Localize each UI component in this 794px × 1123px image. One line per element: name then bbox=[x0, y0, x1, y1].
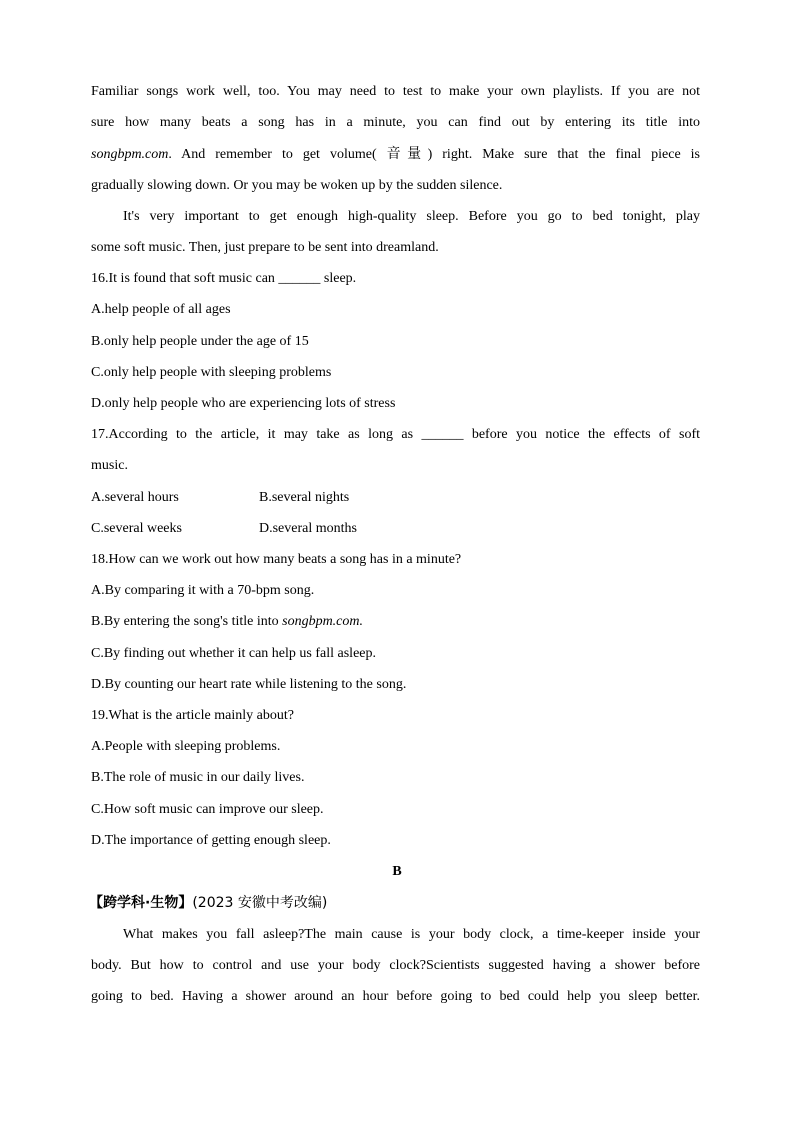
question-18-option-a: A.By comparing it with a 70-bpm song. bbox=[91, 583, 315, 598]
passage-b-line-1: What makes you fall asleep?The main cause is your body clock, a time-keeper inside your bbox=[123, 927, 700, 942]
question-19-option-b: B.The role of music in our daily lives. bbox=[91, 770, 305, 785]
question-18-option-b-text: B.By entering the song's title into bbox=[91, 614, 283, 629]
question-19-stem: 19.What is the article mainly about? bbox=[91, 708, 294, 723]
passage-a-line-4: gradually slowing down. Or you may be woken up by the sudden silence. bbox=[91, 178, 503, 193]
passage-a-line-3-text: . And remember to get volume( bbox=[168, 147, 387, 162]
question-16-option-b: B.only help people under the age of 15 bbox=[91, 334, 309, 349]
question-17-option-b: B.several nights bbox=[259, 490, 350, 505]
section-b-source-line bbox=[89, 893, 698, 914]
website-name: songbpm.com. bbox=[282, 614, 364, 629]
question-17-options-row-2 bbox=[91, 519, 700, 539]
question-19-option-a: A.People with sleeping problems. bbox=[91, 739, 281, 754]
question-17-options-row-1 bbox=[91, 488, 700, 508]
question-19-option-c: C.How soft music can improve our sleep. bbox=[91, 802, 324, 817]
volume-chinese-gloss: 音量 bbox=[386, 146, 428, 162]
question-17-stem-line-2: music. bbox=[91, 458, 128, 473]
passage-a-line-3 bbox=[91, 144, 700, 165]
passage-a-line-6: some soft music. Then, just prepare to be sent into dreamland. bbox=[91, 240, 439, 255]
question-16-option-a: A.help people of all ages bbox=[91, 302, 231, 317]
passage-a-line-3-end: ) right. Make sure that the final piece is bbox=[427, 147, 701, 162]
passage-a-line-5: It's very important to get enough high-quality sleep. Before you go to bed tonight, play bbox=[123, 209, 700, 224]
passage-b-line-2: body. But how to control and use your body clock?Scientists suggested having a shower before bbox=[91, 958, 700, 973]
question-18-option-d: D.By counting our heart rate while listening to the song. bbox=[91, 677, 407, 692]
question-19-option-d: D.The importance of getting enough sleep. bbox=[91, 833, 331, 848]
question-17-option-d: D.several months bbox=[259, 521, 357, 536]
question-17-option-c: C.several weeks bbox=[91, 521, 182, 536]
cross-subject-tag: 【跨学科·生物】 bbox=[89, 895, 193, 911]
question-18-option-b bbox=[91, 612, 700, 632]
passage-a-line-1: Familiar songs work well, too. You may need to test to make your own playlists. If you are not bbox=[91, 84, 700, 99]
question-16-option-d: D.only help people who are experiencing lots of stress bbox=[91, 396, 396, 411]
question-17-option-a: A.several hours bbox=[91, 490, 179, 505]
question-16-stem: 16.It is found that soft music can ______ sleep. bbox=[91, 271, 357, 286]
question-18-stem: 18.How can we work out how many beats a song has in a minute? bbox=[91, 552, 462, 567]
passage-a-line-2: sure how many beats a song has in a minute, you can find out by entering its title into bbox=[91, 115, 700, 130]
question-17-stem-line-1: 17.According to the article, it may take as long as ______ before you notice the effects of soft bbox=[91, 427, 700, 442]
section-b-heading: B bbox=[392, 864, 402, 879]
passage-b-line-3: going to bed. Having a shower around an hour before going to bed could help you sleep better. bbox=[91, 989, 700, 1004]
question-18-option-c: C.By finding out whether it can help us fall asleep. bbox=[91, 646, 376, 661]
website-name: songbpm.com bbox=[91, 147, 169, 162]
source-note: (2023 安徽中考改编) bbox=[192, 895, 328, 911]
question-16-option-c: C.only help people with sleeping problems bbox=[91, 365, 332, 380]
